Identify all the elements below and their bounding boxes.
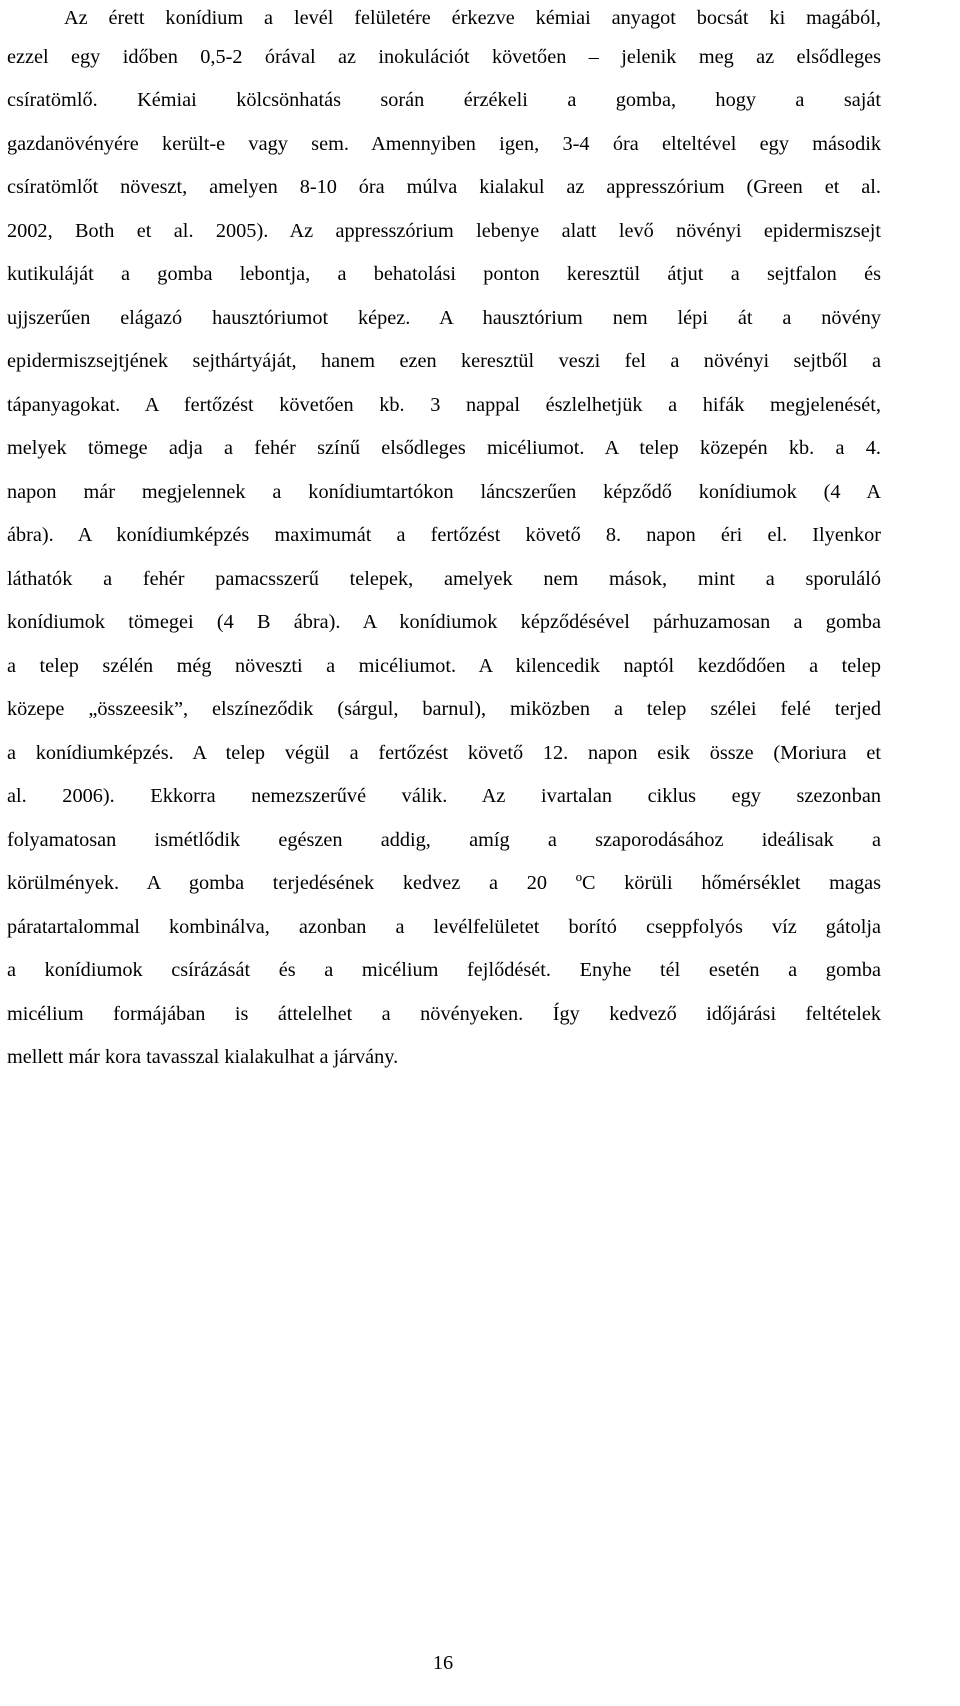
text-line: ábra). A konídiumképzés maximumát a fertőzést követő 8. napon éri el. Ilyenkor <box>7 524 881 546</box>
text-line: a konídiumképzés. A telep végül a fertőzést követő 12. napon esik össze (Moriura et <box>7 742 881 764</box>
text-line: napon már megjelennek a konídiumtartókon láncszerűen képződő konídiumok (4 A <box>7 481 881 503</box>
text-line: micélium formájában is áttelelhet a növényeken. Így kedvező időjárási feltételek <box>7 1003 881 1025</box>
text-line: Az érett konídium a levél felületére érkezve kémiai anyagot bocsát ki magából, <box>64 7 881 29</box>
text-line: körülmények. A gomba terjedésének kedvez a 20 ºC körüli hőmérséklet magas <box>7 872 881 894</box>
text-line: gazdanövényére került-e vagy sem. Amennyiben igen, 3-4 óra elteltével egy második <box>7 133 881 155</box>
page-number: 16 <box>432 1652 454 1674</box>
text-line: csíratömlőt növeszt, amelyen 8-10 óra múlva kialakul az appresszórium (Green et al. <box>7 176 881 198</box>
text-line: al. 2006). Ekkorra nemezszerűvé válik. Az ivartalan ciklus egy szezonban <box>7 785 881 807</box>
text-line: konídiumok tömegei (4 B ábra). A konídiumok képződésével párhuzamosan a gomba <box>7 611 881 633</box>
text-line: a telep szélén még növeszti a micéliumot. A kilencedik naptól kezdődően a telep <box>7 655 881 677</box>
text-line: 2002, Both et al. 2005). Az appresszórium lebenye alatt levő növényi epidermiszsejt <box>7 220 881 242</box>
text-line: páratartalommal kombinálva, azonban a levélfelületet borító cseppfolyós víz gátolja <box>7 916 881 938</box>
text-line: csíratömlő. Kémiai kölcsönhatás során érzékeli a gomba, hogy a saját <box>7 89 881 111</box>
text-line: epidermiszsejtjének sejthártyáját, hanem ezen keresztül veszi fel a növényi sejtből a <box>7 350 881 372</box>
text-line: folyamatosan ismétlődik egészen addig, amíg a szaporodásához ideálisak a <box>7 829 881 851</box>
text-line: a konídiumok csírázását és a micélium fejlődését. Enyhe tél esetén a gomba <box>7 959 881 981</box>
text-line: tápanyagokat. A fertőzést követően kb. 3 nappal észlelhetjük a hifák megjelenését, <box>7 394 881 416</box>
text-line: ezzel egy időben 0,5-2 órával az inokulációt követően – jelenik meg az elsődleges <box>7 46 881 68</box>
text-line: közepe „összeesik”, elszíneződik (sárgul, barnul), miközben a telep szélei felé terjed <box>7 698 881 720</box>
text-line-last: mellett már kora tavasszal kialakulhat a járvány. <box>7 1046 399 1068</box>
text-line: láthatók a fehér pamacsszerű telepek, amelyek nem mások, mint a sporuláló <box>7 568 881 590</box>
text-line: ujjszerűen elágazó hausztóriumot képez. A hausztórium nem lépi át a növény <box>7 307 881 329</box>
text-line: melyek tömege adja a fehér színű elsődleges micéliumot. A telep közepén kb. a 4. <box>7 437 881 459</box>
text-line: kutikuláját a gomba lebontja, a behatolási ponton keresztül átjut a sejtfalon és <box>7 263 881 285</box>
